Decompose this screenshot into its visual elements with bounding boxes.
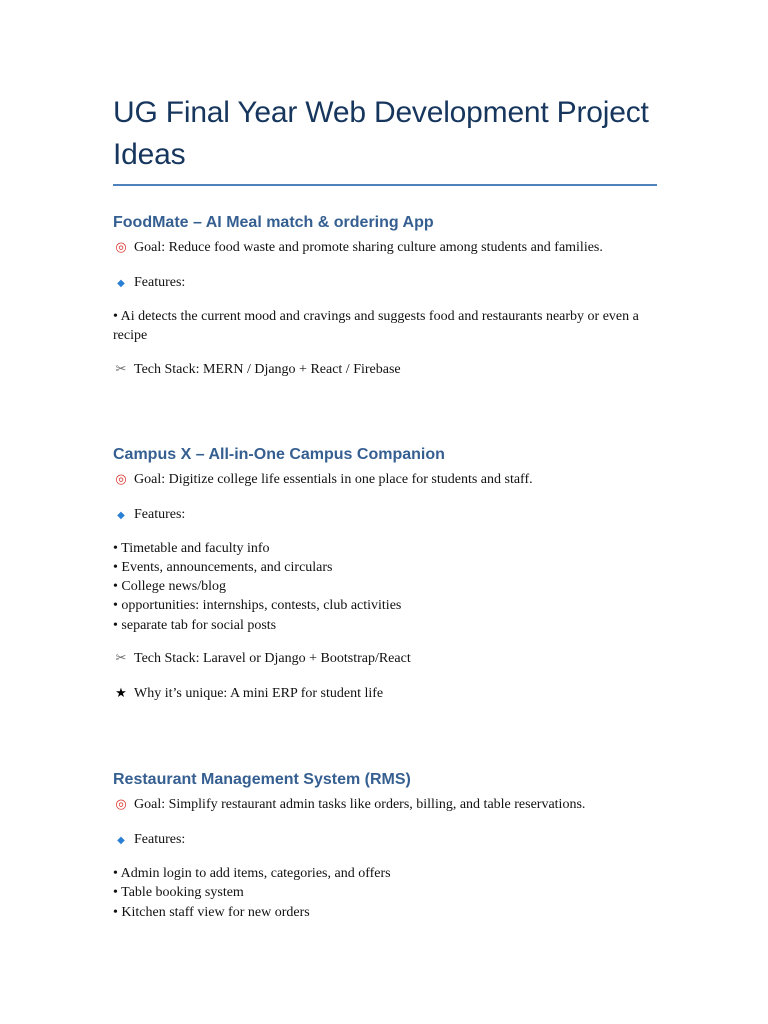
- feature-list: [113, 864, 657, 922]
- list-item: • College news/blog: [113, 579, 226, 595]
- list-item: • Table booking system: [113, 885, 244, 901]
- star-icon: ★: [115, 686, 127, 702]
- hammer-wrench-icon: ✂: [115, 651, 127, 667]
- goal-line: [113, 238, 657, 257]
- blue-diamond-icon: ◆: [117, 835, 125, 847]
- features-label: Features:: [134, 506, 186, 522]
- direct-hit-icon: ◎: [115, 471, 127, 487]
- feature-list: [113, 539, 657, 635]
- list-item: • Timetable and faculty info: [113, 540, 270, 556]
- direct-hit-icon: ◎: [115, 240, 127, 255]
- direct-hit-icon: ◎: [115, 797, 127, 813]
- hammer-wrench-icon: ✂: [115, 361, 127, 377]
- list-item: • Kitchen staff view for new orders: [113, 904, 310, 920]
- tech-line: [113, 649, 657, 668]
- tech-text: Tech Stack: Laravel or Django + Bootstrap/React: [134, 651, 411, 667]
- list-item: • opportunities: internships, contests, club activities: [113, 598, 402, 614]
- goal-text: Goal: Reduce food waste and promote sharing culture among students and families.: [134, 240, 603, 255]
- blue-diamond-icon: ◆: [117, 278, 125, 289]
- features-label: Features:: [134, 275, 186, 290]
- goal-text: Goal: Digitize college life essentials in one place for students and staff.: [134, 471, 533, 487]
- tech-line: [113, 360, 657, 379]
- unique-line: [113, 684, 657, 703]
- document-page: [113, 92, 657, 922]
- list-item: • Admin login to add items, categories, and offers: [113, 866, 391, 882]
- section-heading: Restaurant Management System (RMS): [113, 771, 411, 789]
- features-label: Features:: [134, 832, 186, 848]
- tech-text: Tech Stack: MERN / Django + React / Firebase: [134, 361, 401, 377]
- document-title: UG Final Year Web Development Project Ideas: [113, 92, 657, 186]
- list-item: • Ai detects the current mood and cravings and suggests food and restaurants nearby or even a recipe: [113, 309, 639, 344]
- list-item: • Events, announcements, and circulars: [113, 559, 333, 575]
- feature-list: [113, 307, 657, 346]
- blue-diamond-icon: ◆: [117, 509, 125, 521]
- goal-line: [113, 795, 657, 814]
- features-label-line: [113, 830, 657, 850]
- features-label-line: [113, 505, 657, 525]
- section-heading: Campus X – All-in-One Campus Companion: [113, 445, 445, 463]
- section-campus-x: [113, 445, 657, 703]
- goal-text: Goal: Simplify restaurant admin tasks like orders, billing, and table reservations.: [134, 797, 586, 813]
- section-rms: [113, 770, 657, 922]
- features-label-line: [113, 273, 657, 293]
- section-foodmate: [113, 213, 657, 379]
- list-item: • separate tab for social posts: [113, 617, 277, 633]
- unique-text: Why it’s unique: A mini ERP for student life: [134, 686, 384, 702]
- goal-line: [113, 470, 657, 489]
- section-heading: FoodMate – AI Meal match & ordering App: [113, 214, 434, 231]
